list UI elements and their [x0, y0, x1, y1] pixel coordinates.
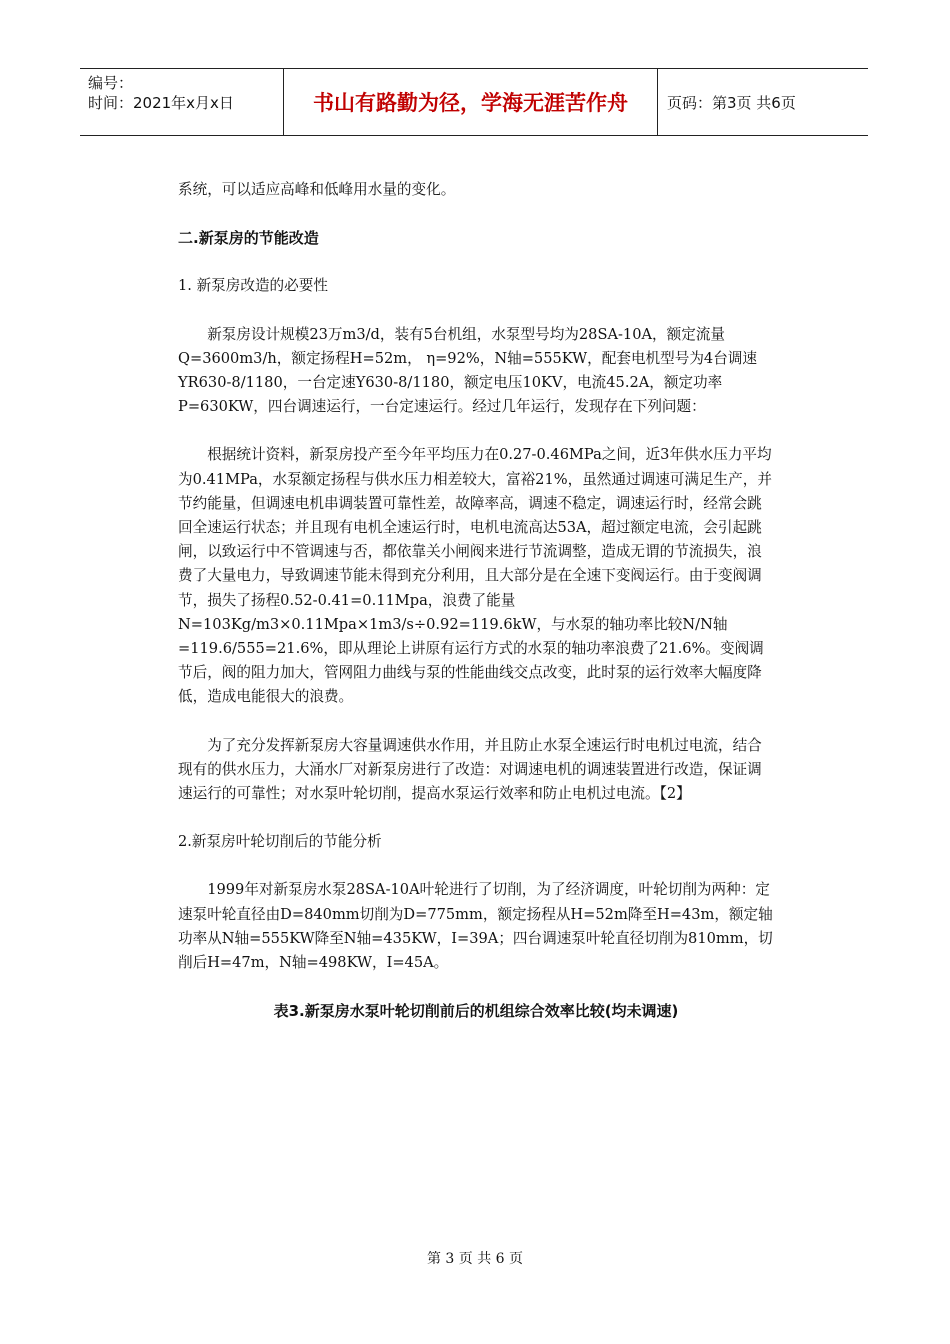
- section-heading: 二.新泵房的节能改造: [178, 229, 319, 248]
- subsection-heading-1: 1. 新泵房改造的必要性: [178, 277, 328, 295]
- header-page-number: 页码：第3页 共6页: [667, 93, 796, 112]
- table-caption: 表3.新泵房水泵叶轮切削前后的机组综合效率比较(均未调速): [273, 1002, 679, 1021]
- document-number-label: 编号：: [88, 74, 134, 92]
- header-motto: 书山有路勤为径，学海无涯苦作舟: [283, 69, 658, 135]
- paragraph-statistics: 根据统计资料，新泵房投产至今年平均压力在0.27-0.46MPa之间，近3年供水压力平均为0.41MPa，水泵额定扬程与供水压力相差较大，富裕21%，虽然通过调速可满足生产，并节约能量，但调速电机串调装置可靠性差，故障率高，调速不稳定，调速运行时，经常会跳回全速运行状态；并且现有电机全速运行时，电机电流高达53A，超过额定电流，会引起跳闸，以致运行中不管调速与否，都依靠关小闸阀来进行节流调整，造成无谓的节流损失，浪费了大量电力，导致调速节能未得到充分利用，且大部分是在全速下变阀运行。由于变阀调节，损失了扬程0.52-0.41=0.11Mpa，浪费了能量N=103Kg/m3×0.11Mpa×1m3/s÷0.92=119.6kW，与水泵的轴功率比较N/N轴=119.6/555=21.6%，即从理论上讲原有运行方式的水泵的轴功率浪费了21.6%。变阀调节后，阀的阻力加大，管网阻力曲线与泵的性能曲线交点改变，此时泵的运行效率大幅度降低，造成电能很大的浪费。: [178, 446, 772, 706]
- paragraph-design-specs: 新泵房设计规模23万m3/d，装有5台机组，水泵型号均为28SA-10A，额定流量Q=3600m3/h，额定扬程H=52m， η=92%，N轴=555KW，配套电机型号为4台调速YR630-8/1180，一台定速Y630-8/1180，额定电压10KV，电流45.2A，额定功率P=630KW，四台调速运行，一台定速运行。经过几年运行，发现存在下列问题：: [178, 325, 757, 416]
- page-footer: 第 3 页 共 6 页: [426, 1251, 524, 1267]
- header-meta: [80, 69, 283, 135]
- document-body: [178, 178, 774, 1023]
- document-date: 时间：2021年x月x日: [88, 94, 234, 112]
- paragraph-impeller-cutting: 1999年对新泵房水泵28SA-10A叶轮进行了切削，为了经济调度，叶轮切削为两种：定速泵叶轮直径由D=840mm切削为D=775mm，额定扬程从H=52m降至H=43m，额定轴功率从N轴=555KW降至N轴=435KW，I=39A；四台调速泵叶轮直径切削为810mm，切削后H=47m，N轴=498KW，I=45A。: [178, 881, 773, 972]
- paragraph-continuation: 系统，可以适应高峰和低峰用水量的变化。: [178, 181, 456, 198]
- subsection-heading-2: 2.新泵房叶轮切削后的节能分析: [178, 833, 382, 851]
- paragraph-renovation: 为了充分发挥新泵房大容量调速供水作用，并且防止水泵全速运行时电机过电流，结合现有的供水压力，大涌水厂对新泵房进行了改造：对调速电机的调速装置进行改造，保证调速运行的可靠性；对水泵叶轮切削，提高水泵运行效率和防止电机过电流。【2】: [178, 736, 762, 803]
- page-header: [80, 68, 868, 136]
